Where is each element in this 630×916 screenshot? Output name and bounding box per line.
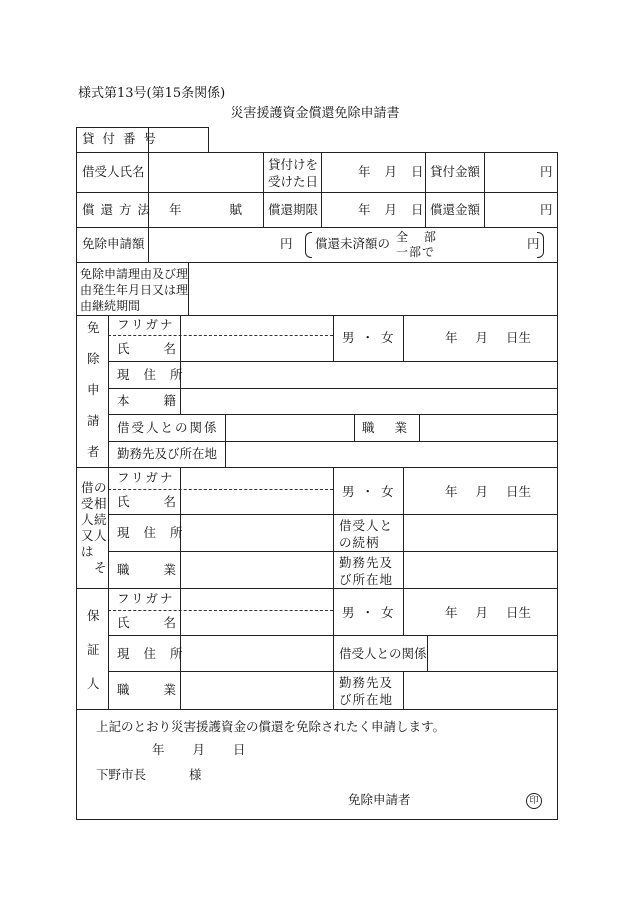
rule	[148, 127, 149, 262]
repayment-method-value: 年 賦	[169, 202, 242, 217]
rule	[188, 262, 189, 315]
rule	[333, 588, 334, 709]
loan-date-label: 貸付けを受けた日	[268, 157, 319, 189]
heir-group-label-b2: 相	[94, 496, 107, 511]
rule	[321, 152, 322, 227]
rule	[108, 414, 558, 415]
rule	[76, 127, 77, 819]
rule	[333, 315, 334, 361]
rule	[108, 388, 558, 389]
furigana-divider	[108, 489, 333, 490]
guarantor-group-label-1: 保	[87, 608, 100, 623]
applicant-occupation-label: 職 業	[362, 420, 407, 435]
furigana-divider	[108, 610, 333, 611]
rule	[76, 819, 558, 820]
outstanding-yen: 円	[527, 236, 540, 251]
rule	[108, 315, 109, 709]
rule	[263, 152, 264, 227]
form-number: 様式第13号(第15条関係)	[78, 86, 226, 101]
rule	[76, 262, 558, 263]
part-label: 一部で	[396, 245, 436, 259]
heir-furigana-label: フリガナ	[117, 470, 175, 485]
loan-amount-label: 貸付金額	[430, 164, 481, 179]
applicant-group-label-1: 免	[87, 320, 100, 335]
rule	[76, 315, 558, 316]
form-title: 災害援護資金償還免除申請書	[230, 106, 400, 121]
borrower-name-label: 借受人氏名	[82, 164, 145, 179]
heir-relation-label: 借受人との続柄	[339, 518, 394, 550]
applicant-workplace-label: 勤務先及び所在地	[117, 446, 218, 461]
loan-date-value: 年 月 日	[358, 164, 424, 179]
heir-group-label-b1: の	[94, 480, 107, 495]
guarantor-furigana-label: フリガナ	[117, 591, 175, 606]
loan-amount-yen: 円	[540, 164, 553, 179]
rule	[557, 152, 558, 819]
applicant-birthdate: 年 月 日生	[445, 330, 531, 345]
outstanding-label: 償還未済額の	[315, 236, 391, 251]
applicant-address-label: 現 住 所	[117, 367, 185, 382]
bracket-right	[537, 232, 544, 258]
rule	[403, 315, 404, 361]
heir-gender: 男 ・ 女	[342, 484, 394, 499]
footer-honorific: 様	[189, 767, 202, 782]
heir-group-label-b3: 続	[94, 512, 107, 527]
applicant-name-label: 氏 名	[117, 341, 176, 356]
guarantor-name-label: 氏 名	[117, 615, 176, 630]
rule	[354, 414, 355, 441]
bracket-left	[305, 232, 312, 258]
heir-group-label-a3: 人	[81, 512, 94, 527]
exemption-amount-label: 免除申請額	[82, 236, 145, 251]
guarantor-group-label-2: 証	[87, 642, 100, 657]
heir-occupation-label: 職 業	[117, 562, 176, 577]
form-header	[0, 0, 630, 130]
applicant-furigana-label: フリガナ	[117, 317, 175, 332]
applicant-group-label-3: 申	[87, 382, 100, 397]
guarantor-gender: 男 ・ 女	[342, 605, 394, 620]
guarantor-address-label: 現 住 所	[117, 646, 185, 661]
applicant-gender: 男 ・ 女	[342, 330, 394, 345]
footer-applicant-label: 免除申請者	[348, 792, 411, 807]
rule	[76, 127, 208, 128]
rule	[427, 635, 428, 671]
rule	[333, 467, 334, 588]
applicant-relation-label: 借受人との関係	[117, 420, 219, 435]
repayment-amount-yen: 円	[540, 202, 553, 217]
rule	[108, 441, 558, 442]
rule	[108, 361, 558, 362]
guarantor-group-label-3: 人	[87, 676, 100, 691]
heir-group-label-a4: 又	[81, 528, 94, 543]
heir-group-label-b4: 人	[94, 528, 107, 543]
applicant-group-label-2: 除	[87, 351, 100, 366]
rule	[425, 152, 426, 227]
repayment-deadline-value: 年 月 日	[358, 202, 424, 217]
rule	[403, 588, 404, 635]
exemption-amount-yen: 円	[280, 236, 293, 251]
rule	[403, 467, 404, 588]
rule	[180, 388, 181, 414]
applicant-group-label-4: 請	[87, 413, 100, 428]
applicant-group-label-5: 者	[87, 444, 100, 459]
applicant-domicile-label: 本 籍	[117, 393, 176, 408]
heir-birthdate: 年 月 日生	[445, 484, 531, 499]
heir-name-label: 氏 名	[117, 494, 176, 509]
rule	[484, 152, 485, 227]
rule	[76, 709, 558, 710]
rule	[76, 467, 558, 468]
heir-group-label-b5: そ	[94, 560, 107, 575]
repayment-method-label: 償 還 方 法	[82, 202, 151, 217]
rule	[419, 414, 420, 441]
loan-number-label: 貸 付 番 号	[82, 131, 158, 146]
heir-workplace-label: 勤務先及び所在地	[339, 555, 394, 587]
rule	[208, 127, 209, 152]
seal-icon: 印	[526, 793, 542, 809]
repayment-deadline-label: 償還期限	[268, 202, 319, 217]
guarantor-relation-label: 借受人との関係	[339, 646, 427, 661]
heir-address-label: 現 住 所	[117, 525, 185, 540]
reason-label: 免除申請理由及び理由発生年月日又は理由継続期間	[80, 267, 189, 314]
heir-group-label-a1: 借	[81, 480, 94, 495]
guarantor-birthdate: 年 月 日生	[445, 605, 531, 620]
rule	[403, 671, 404, 709]
footer-date: 年 月 日	[152, 742, 246, 757]
heir-group-label-a5: は	[81, 544, 94, 559]
rule	[225, 414, 226, 467]
footer-mayor: 下野市長	[96, 767, 147, 782]
guarantor-workplace-label: 勤務先及び所在地	[339, 675, 394, 707]
footer-statement: 上記のとおり災害援護資金の償還を免除されたく申請します。	[96, 719, 446, 734]
guarantor-occupation-label: 職 業	[117, 682, 176, 697]
heir-group-label-a2: 受	[81, 496, 94, 511]
repayment-amount-label: 償還金額	[430, 202, 481, 217]
furigana-divider	[108, 335, 333, 336]
all-label: 全 部	[396, 230, 436, 244]
rule	[76, 588, 558, 589]
